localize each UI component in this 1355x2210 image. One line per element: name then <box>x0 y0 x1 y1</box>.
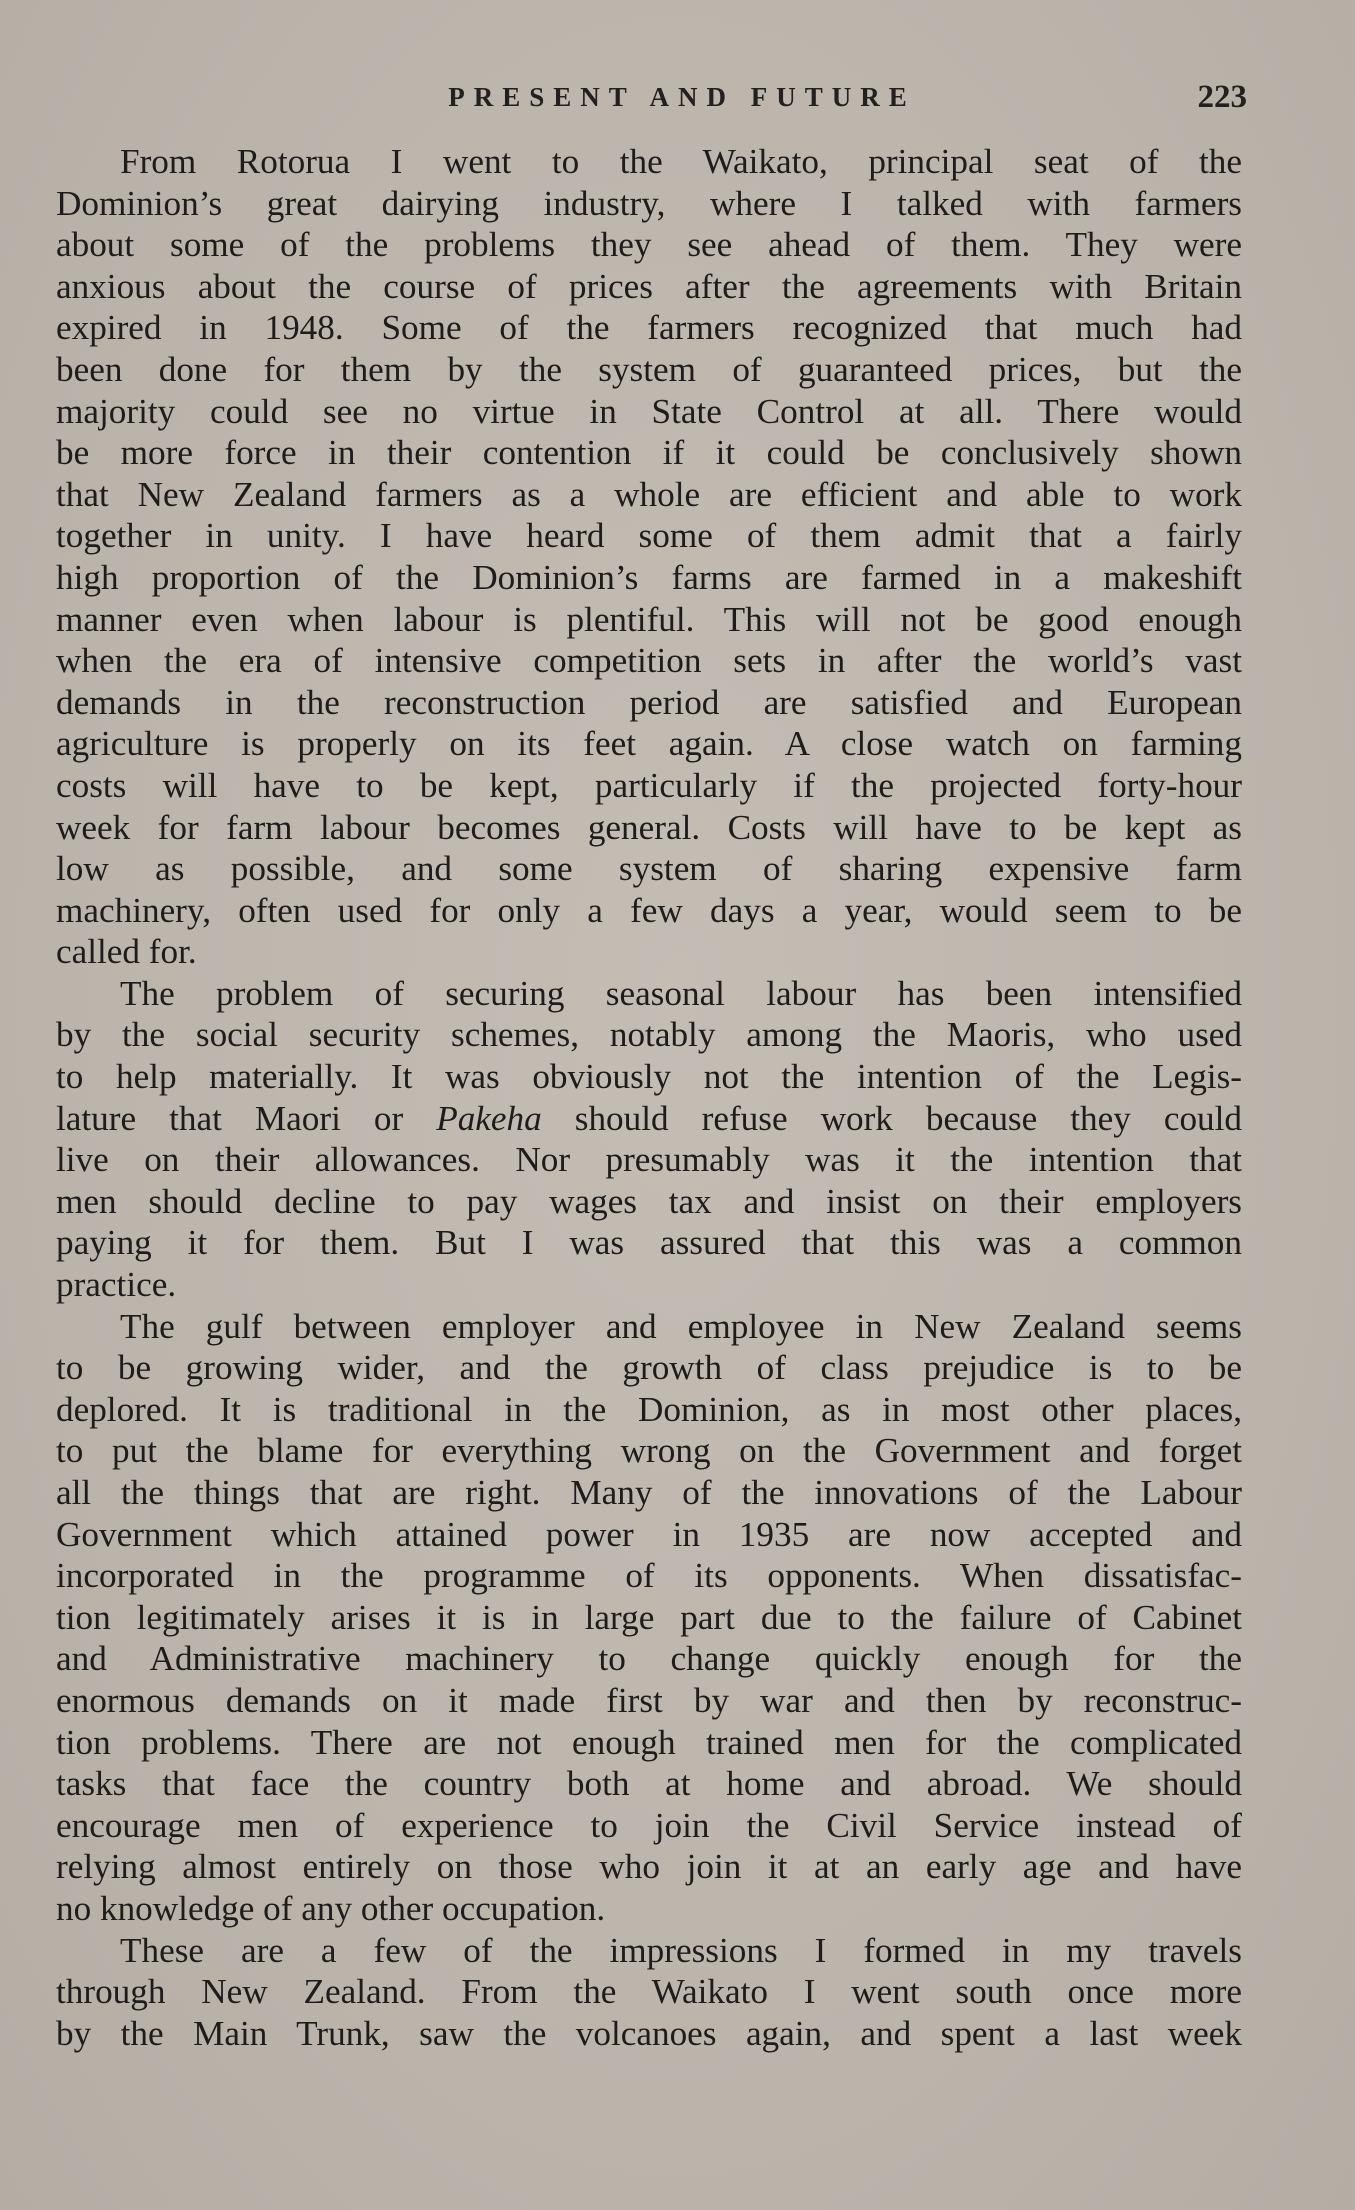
italic-word: Pakeha <box>436 1098 542 1138</box>
text-fragment: lature that Maori or <box>56 1098 404 1138</box>
text-line: by the social security schemes, notably among the Maoris, who used <box>56 1015 1242 1055</box>
text-line: to put the blame for everything wrong on the Government and forget <box>56 1431 1242 1471</box>
body-text <box>56 141 1242 2054</box>
text-line: The problem of securing seasonal labour has been intensified <box>120 973 1242 1013</box>
text-line: Government which attained power in 1935 are now accepted and <box>56 1514 1242 1554</box>
paragraph-2 <box>56 973 1242 1306</box>
text-line: paying it for them. But I was assured that this was a common <box>56 1223 1242 1263</box>
running-head-title: PRESENT AND FUTURE <box>448 82 916 112</box>
text-line: when the era of intensive competition sets in after the world’s vast <box>56 641 1242 681</box>
text-line: majority could see no virtue in State Control at all. There would <box>56 391 1242 431</box>
text-line: anxious about the course of prices after the agreements with Britain <box>56 266 1242 306</box>
text-line: Dominion’s great dairying industry, where I talked with farmers <box>56 183 1242 223</box>
text-line: be more force in their contention if it could be conclusively shown <box>56 433 1242 473</box>
text-line: deplored. It is traditional in the Dominion, as in most other places, <box>56 1389 1242 1429</box>
text-line: no knowledge of any other occupation. <box>56 1888 606 1928</box>
page-number: 223 <box>1197 79 1247 115</box>
text-line: practice. <box>56 1265 177 1305</box>
text-line: tasks that face the country both at home and abroad. We should <box>56 1764 1242 1804</box>
text-line: expired in 1948. Some of the farmers recognized that much had <box>56 308 1242 348</box>
text-line: called for. <box>56 932 197 972</box>
text-line: incorporated in the programme of its opponents. When dissatisfac- <box>56 1556 1242 1596</box>
text-line: enormous demands on it made first by war and then by reconstruc- <box>56 1680 1242 1720</box>
text-line: relying almost entirely on those who join it at an early age and have <box>56 1847 1242 1887</box>
text-line: live on their allowances. Nor presumably was it the intention that <box>56 1140 1242 1180</box>
text-line: to be growing wider, and the growth of class prejudice is to be <box>56 1348 1242 1388</box>
text-line: to help materially. It was obviously not the intention of the Legis- <box>56 1057 1242 1097</box>
text-line: demands in the reconstruction period are satisfied and European <box>56 682 1242 722</box>
text-line: that New Zealand farmers as a whole are efficient and able to work <box>56 474 1242 514</box>
text-line: manner even when labour is plentiful. This will not be good enough <box>56 599 1242 639</box>
text-line: and Administrative machinery to change quickly enough for the <box>56 1639 1242 1679</box>
text-line: through New Zealand. From the Waikato I went south once more <box>56 1972 1242 2012</box>
text-line: The gulf between employer and employee in New Zealand seems <box>120 1306 1242 1346</box>
text-line: costs will have to be kept, particularly if the projected forty-hour <box>56 765 1242 805</box>
text-line: These are a few of the impressions I formed in my travels <box>120 1930 1242 1970</box>
text-line: together in unity. I have heard some of them admit that a fairly <box>56 516 1242 556</box>
text-line: all the things that are right. Many of the innovations of the Labour <box>56 1473 1242 1512</box>
paragraph-4 <box>56 1930 1242 2055</box>
text-line: men should decline to pay wages tax and insist on their employers <box>56 1181 1242 1221</box>
text-line: week for farm labour becomes general. Costs will have to be kept as <box>56 807 1242 847</box>
paragraph-3 <box>56 1306 1242 1930</box>
text-line: tion problems. There are not enough trained men for the complicated <box>56 1722 1242 1762</box>
text-fragment: should refuse work because they could <box>574 1098 1243 1138</box>
running-head <box>0 79 1355 122</box>
text-line: encourage men of experience to join the Civil Service instead of <box>56 1805 1242 1845</box>
text-line: machinery, often used for only a few days a year, would seem to be <box>56 890 1242 930</box>
text-line: been done for them by the system of guaranteed prices, but the <box>56 349 1242 389</box>
paragraph-1 <box>56 141 1242 973</box>
text-line: tion legitimately arises it is in large part due to the failure of Cabinet <box>56 1597 1242 1637</box>
text-line-with-italic <box>56 1098 1242 1140</box>
text-line: From Rotorua I went to the Waikato, principal seat of the <box>120 142 1242 181</box>
text-line: by the Main Trunk, saw the volcanoes again, and spent a last week <box>56 2013 1242 2053</box>
text-line: about some of the problems they see ahead of them. They were <box>56 225 1242 265</box>
text-line: agriculture is properly on its feet again. A close watch on farming <box>56 724 1242 764</box>
text-line: low as possible, and some system of sharing expensive farm <box>56 849 1242 889</box>
text-line: high proportion of the Dominion’s farms are farmed in a makeshift <box>56 557 1242 597</box>
